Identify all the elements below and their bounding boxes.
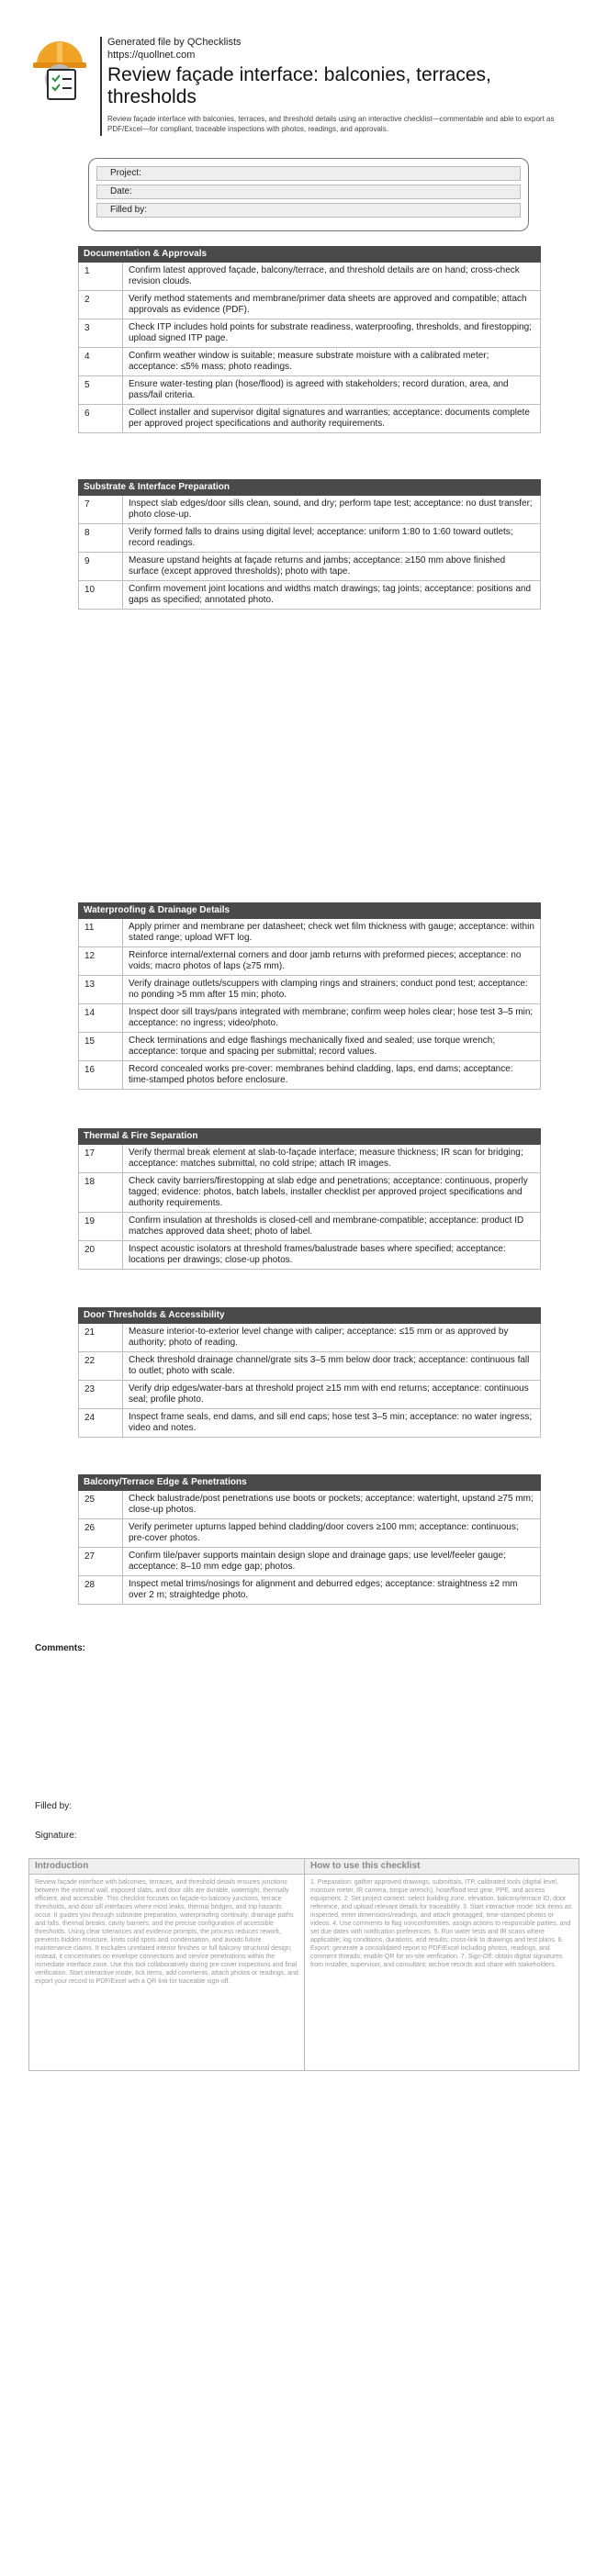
item-number: 1 [79, 263, 123, 290]
checklist-row[interactable] [78, 1548, 541, 1576]
filled-by-label: Filled by: [35, 1801, 73, 1811]
checklist-row[interactable] [78, 348, 541, 376]
checklist-row[interactable] [78, 263, 541, 291]
section-header: Door Thresholds & Accessibility [78, 1307, 541, 1324]
item-number: 19 [79, 1213, 123, 1240]
date-field[interactable]: Date: [96, 185, 521, 199]
checklist-row[interactable] [78, 524, 541, 553]
generated-by: Generated file by QChecklists [107, 37, 242, 48]
checklist-row[interactable] [78, 947, 541, 976]
item-text: Apply primer and membrane per datasheet; check wet film thickness with gauge; acceptance: within stated range; upload WFT log. [129, 922, 534, 943]
item-number: 12 [79, 947, 123, 975]
item-text: Inspect metal trims/nosings for alignment and deburred edges; acceptance: straightness ±2 mm over 2 m; straightedge photo. [129, 1579, 518, 1600]
item-number: 8 [79, 524, 123, 552]
item-text: Verify thermal break element at slab-to-façade interface; measure thickness; IR scan for bridging; acceptance: matches submittal, no cold stripe; attach IR images. [129, 1148, 523, 1169]
item-number: 11 [79, 919, 123, 946]
item-number: 9 [79, 553, 123, 580]
checklist-row[interactable] [78, 1173, 541, 1213]
item-number: 13 [79, 976, 123, 1003]
checklist-row[interactable] [78, 553, 541, 581]
checklist-row[interactable] [78, 1241, 541, 1270]
checklist-row[interactable] [78, 1061, 541, 1090]
item-text: Check threshold drainage channel/grate sits 3–5 mm below door track; acceptance: continuous fall to outlet; photo with scale. [129, 1355, 530, 1376]
checklist-row[interactable] [78, 976, 541, 1004]
section-substrate-preparation [78, 479, 541, 610]
item-text: Record concealed works pre-cover: membranes behind cladding, laps, end dams; acceptance: time-stamped photos before enclosure. [129, 1064, 513, 1085]
section-thermal-fire [78, 1128, 541, 1270]
section-header: Thermal & Fire Separation [78, 1128, 541, 1145]
info-panel [28, 1858, 579, 2071]
checklist-row[interactable] [78, 1381, 541, 1409]
site-url[interactable]: https://quollnet.com [107, 50, 196, 61]
item-number: 20 [79, 1241, 123, 1269]
item-number: 6 [79, 405, 123, 432]
item-number: 2 [79, 291, 123, 319]
checklist-row[interactable] [78, 1145, 541, 1173]
item-text: Measure interior-to-exterior level change with caliper; acceptance: ≤15 mm or as approved by authority; photo of reading. [129, 1327, 509, 1348]
comments-label: Comments: [35, 1643, 86, 1653]
how-to-text: 1. Preparation: gather approved drawings, submittals, ITP, calibrated tools (digital level, moisture meter, IR camera, torque wrench), hose/flood test gear, PPE, and access equipment. 2. Set project context: select building zone, elevation, balcony/terrace ID, door reference, and upload relevant details for traceability. 3. Start interactive mode: tick items as inspected, enter dimensions/readings, and attach geotagged, time-stamped photos or videos. 4. Use comments to flag nonconformities, assign actions to responsible parties, and set due dates with notification preferences. 5. Run water tests and IR scans where applicable; log conditions, durations, and results; cross-link to drawings and test plans. 6. Export: generate a consolidated report to PDF/Excel including photos, readings, and comment threads; enable QR for on-site verification. 7. Sign-Off: obtain digital signatures from installer, supervisor, and consultant; archive records and share with stakeholders. [310, 1879, 572, 1968]
introduction-text: Review façade interface with balconies, terraces, and threshold details ensures junctions between the external wall, exposed slabs, and door sills are durable, watertight, thermally efficient, and accessible. This checklist focuses on façade-to-balcony junctions, terrace thresholds, and door sill interfaces where most leaks, thermal bridges, and trip hazards occur. It guides you through substrate preparation, waterproofing continuity, drainage paths and falls, thermal breaks, cavity barriers, and the precise configuration of accessible thresholds. Using clear tolerances and evidence prompts, the process reduces rework, prevents hidden moisture, limits cold spots and condensation, and avoids future maintenance claims. It excludes unrelated interior finishes or full balcony structural design; instead, it concentrates on envelope connections and service penetrations within the immediate interface zone. Use this tool collaboratively during pre-cover inspections and final verification. Start interactive mode, tick items, add comments, attach photos or readings, and export your record to PDF/Excel with a QR link for traceable sign-off. [35, 1879, 298, 1985]
item-text: Inspect slab edges/door sills clean, sound, and dry; perform tape test; acceptance: no dust transfer; photo close-up. [129, 498, 533, 520]
checklist-row[interactable] [78, 1033, 541, 1061]
checklist-row[interactable] [78, 376, 541, 405]
item-number: 4 [79, 348, 123, 375]
introduction-column [29, 1859, 304, 2070]
item-number: 18 [79, 1173, 123, 1212]
item-text: Verify drip edges/water-bars at threshold project ≥15 mm with end returns; acceptance: continuous seal; profile photo. [129, 1383, 529, 1405]
item-text: Check terminations and edge flashings mechanically fixed and sealed; use torque wrench; acceptance: torque and spacing per submittal; record values. [129, 1036, 496, 1057]
checklist-row[interactable] [78, 919, 541, 947]
project-info-box [88, 158, 529, 231]
item-text: Ensure water-testing plan (hose/flood) is agreed with stakeholders; record duration, area, and pass/fail criteria. [129, 379, 509, 400]
section-header: Documentation & Approvals [78, 246, 541, 263]
item-text: Verify perimeter upturns lapped behind cladding/door covers ≥100 mm; acceptance: continuous; pre-cover photos. [129, 1522, 519, 1543]
project-field[interactable]: Project: [96, 166, 521, 181]
checklist-row[interactable] [78, 405, 541, 433]
item-number: 14 [79, 1004, 123, 1032]
item-text: Check ITP includes hold points for substrate readiness, waterproofing, thresholds, and firestopping; upload signed ITP page. [129, 322, 532, 343]
item-text: Inspect door sill trays/pans integrated with membrane; confirm weep holes clear; hose test 3–5 min; acceptance: no ingress; video/photo. [129, 1007, 534, 1028]
item-text: Reinforce internal/external corners and door jamb returns with preformed pieces; acceptance: no voids; macro photos of laps (≥75 mm). [129, 950, 522, 971]
checklist-row[interactable] [78, 291, 541, 319]
item-text: Confirm insulation at thresholds is closed-cell and membrane-compatible; acceptance: product ID matches approved data sheet; photo of label. [129, 1215, 524, 1237]
how-to-column [304, 1859, 579, 2070]
section-door-thresholds [78, 1307, 541, 1438]
item-number: 22 [79, 1352, 123, 1380]
section-header: Waterproofing & Drainage Details [78, 902, 541, 919]
section-header: Substrate & Interface Preparation [78, 479, 541, 496]
how-to-heading: How to use this checklist [305, 1859, 579, 1875]
quollnet-logo [29, 37, 90, 101]
page-title: Review façade interface: balconies, terraces, thresholds [107, 64, 491, 107]
item-text: Verify method statements and membrane/primer data sheets are approved and compatible; attach approvals as evidence (PDF). [129, 294, 527, 315]
checklist-row[interactable] [78, 1324, 541, 1352]
item-number: 28 [79, 1576, 123, 1604]
checklist-row[interactable] [78, 1491, 541, 1519]
filled-by-field[interactable]: Filled by: [96, 203, 521, 218]
checklist-row[interactable] [78, 581, 541, 610]
item-text: Confirm tile/paver supports maintain design slope and drainage gaps; use level/feeler gauge; acceptance: 8–10 mm edge gap; photos. [129, 1551, 506, 1572]
checklist-row[interactable] [78, 1409, 541, 1438]
checklist-row[interactable] [78, 1519, 541, 1548]
item-text: Measure upstand heights at façade returns and jambs; acceptance: ≥150 mm above finished surface (except approved thresholds); photo with tape. [129, 555, 506, 577]
checklist-row[interactable] [78, 319, 541, 348]
item-number: 15 [79, 1033, 123, 1060]
item-text: Confirm movement joint locations and widths match drawings; tag joints; acceptance: positions and gaps as specified; annotated photo. [129, 584, 532, 605]
item-number: 5 [79, 376, 123, 404]
item-text: Verify formed falls to drains using digital level; acceptance: uniform 1:80 to 1:60 toward outlets; record readings. [129, 527, 513, 548]
item-number: 23 [79, 1381, 123, 1408]
item-number: 26 [79, 1519, 123, 1547]
checklist-row[interactable] [78, 496, 541, 524]
item-number: 10 [79, 581, 123, 609]
header-divider [100, 37, 102, 136]
signature-label: Signature: [35, 1831, 77, 1841]
item-number: 24 [79, 1409, 123, 1437]
item-text: Collect installer and supervisor digital signatures and warranties; acceptance: documents complete per approved project specifications and authority requirements. [129, 408, 530, 429]
item-number: 27 [79, 1548, 123, 1575]
item-text: Inspect acoustic isolators at threshold frames/balustrade bases where specified; acceptance: locations per drawings; close-up photos. [129, 1244, 506, 1265]
item-text: Inspect frame seals, end dams, and sill end caps; hose test 3–5 min; acceptance: no water ingress; video and notes. [129, 1412, 533, 1433]
section-header: Balcony/Terrace Edge & Penetrations [78, 1474, 541, 1491]
introduction-heading: Introduction [29, 1859, 304, 1875]
item-text: Check balustrade/post penetrations use boots or pockets; acceptance: watertight, upstand ≥75 mm; close-up photos. [129, 1494, 534, 1515]
item-number: 16 [79, 1061, 123, 1089]
page-description: Review façade interface with balconies, terraces, and threshold details using an interactive checklist—commentable and able to export as PDF/Excel—for compliant, traceable inspections with photos, readings, and approvals. [107, 115, 555, 133]
checklist-row[interactable] [78, 1352, 541, 1381]
checklist-row[interactable] [78, 1576, 541, 1605]
item-text: Verify drainage outlets/scuppers with clamping rings and strainers; conduct pond test; acceptance: no ponding >5 mm after 15 min; photo. [129, 979, 528, 1000]
section-balcony-terrace-edge [78, 1474, 541, 1605]
section-documentation-approvals [78, 246, 541, 433]
item-number: 7 [79, 496, 123, 523]
section-waterproofing-drainage [78, 902, 541, 1090]
checklist-row[interactable] [78, 1004, 541, 1033]
item-number: 25 [79, 1491, 123, 1518]
checklist-row[interactable] [78, 1213, 541, 1241]
item-text: Check cavity barriers/firestopping at slab edge and penetrations; acceptance: continuous, properly tagged; evidence: photos, batch labels, installer checklist per approved project specifications and authority requirements. [129, 1176, 528, 1208]
item-text: Confirm latest approved façade, balcony/terrace, and threshold details are on hand; cross-check revision clouds. [129, 265, 520, 286]
item-number: 3 [79, 319, 123, 347]
item-number: 21 [79, 1324, 123, 1351]
item-text: Confirm weather window is suitable; measure substrate moisture with a calibrated meter; acceptance: ≤5% mass; photo readings. [129, 351, 489, 372]
item-number: 17 [79, 1145, 123, 1172]
